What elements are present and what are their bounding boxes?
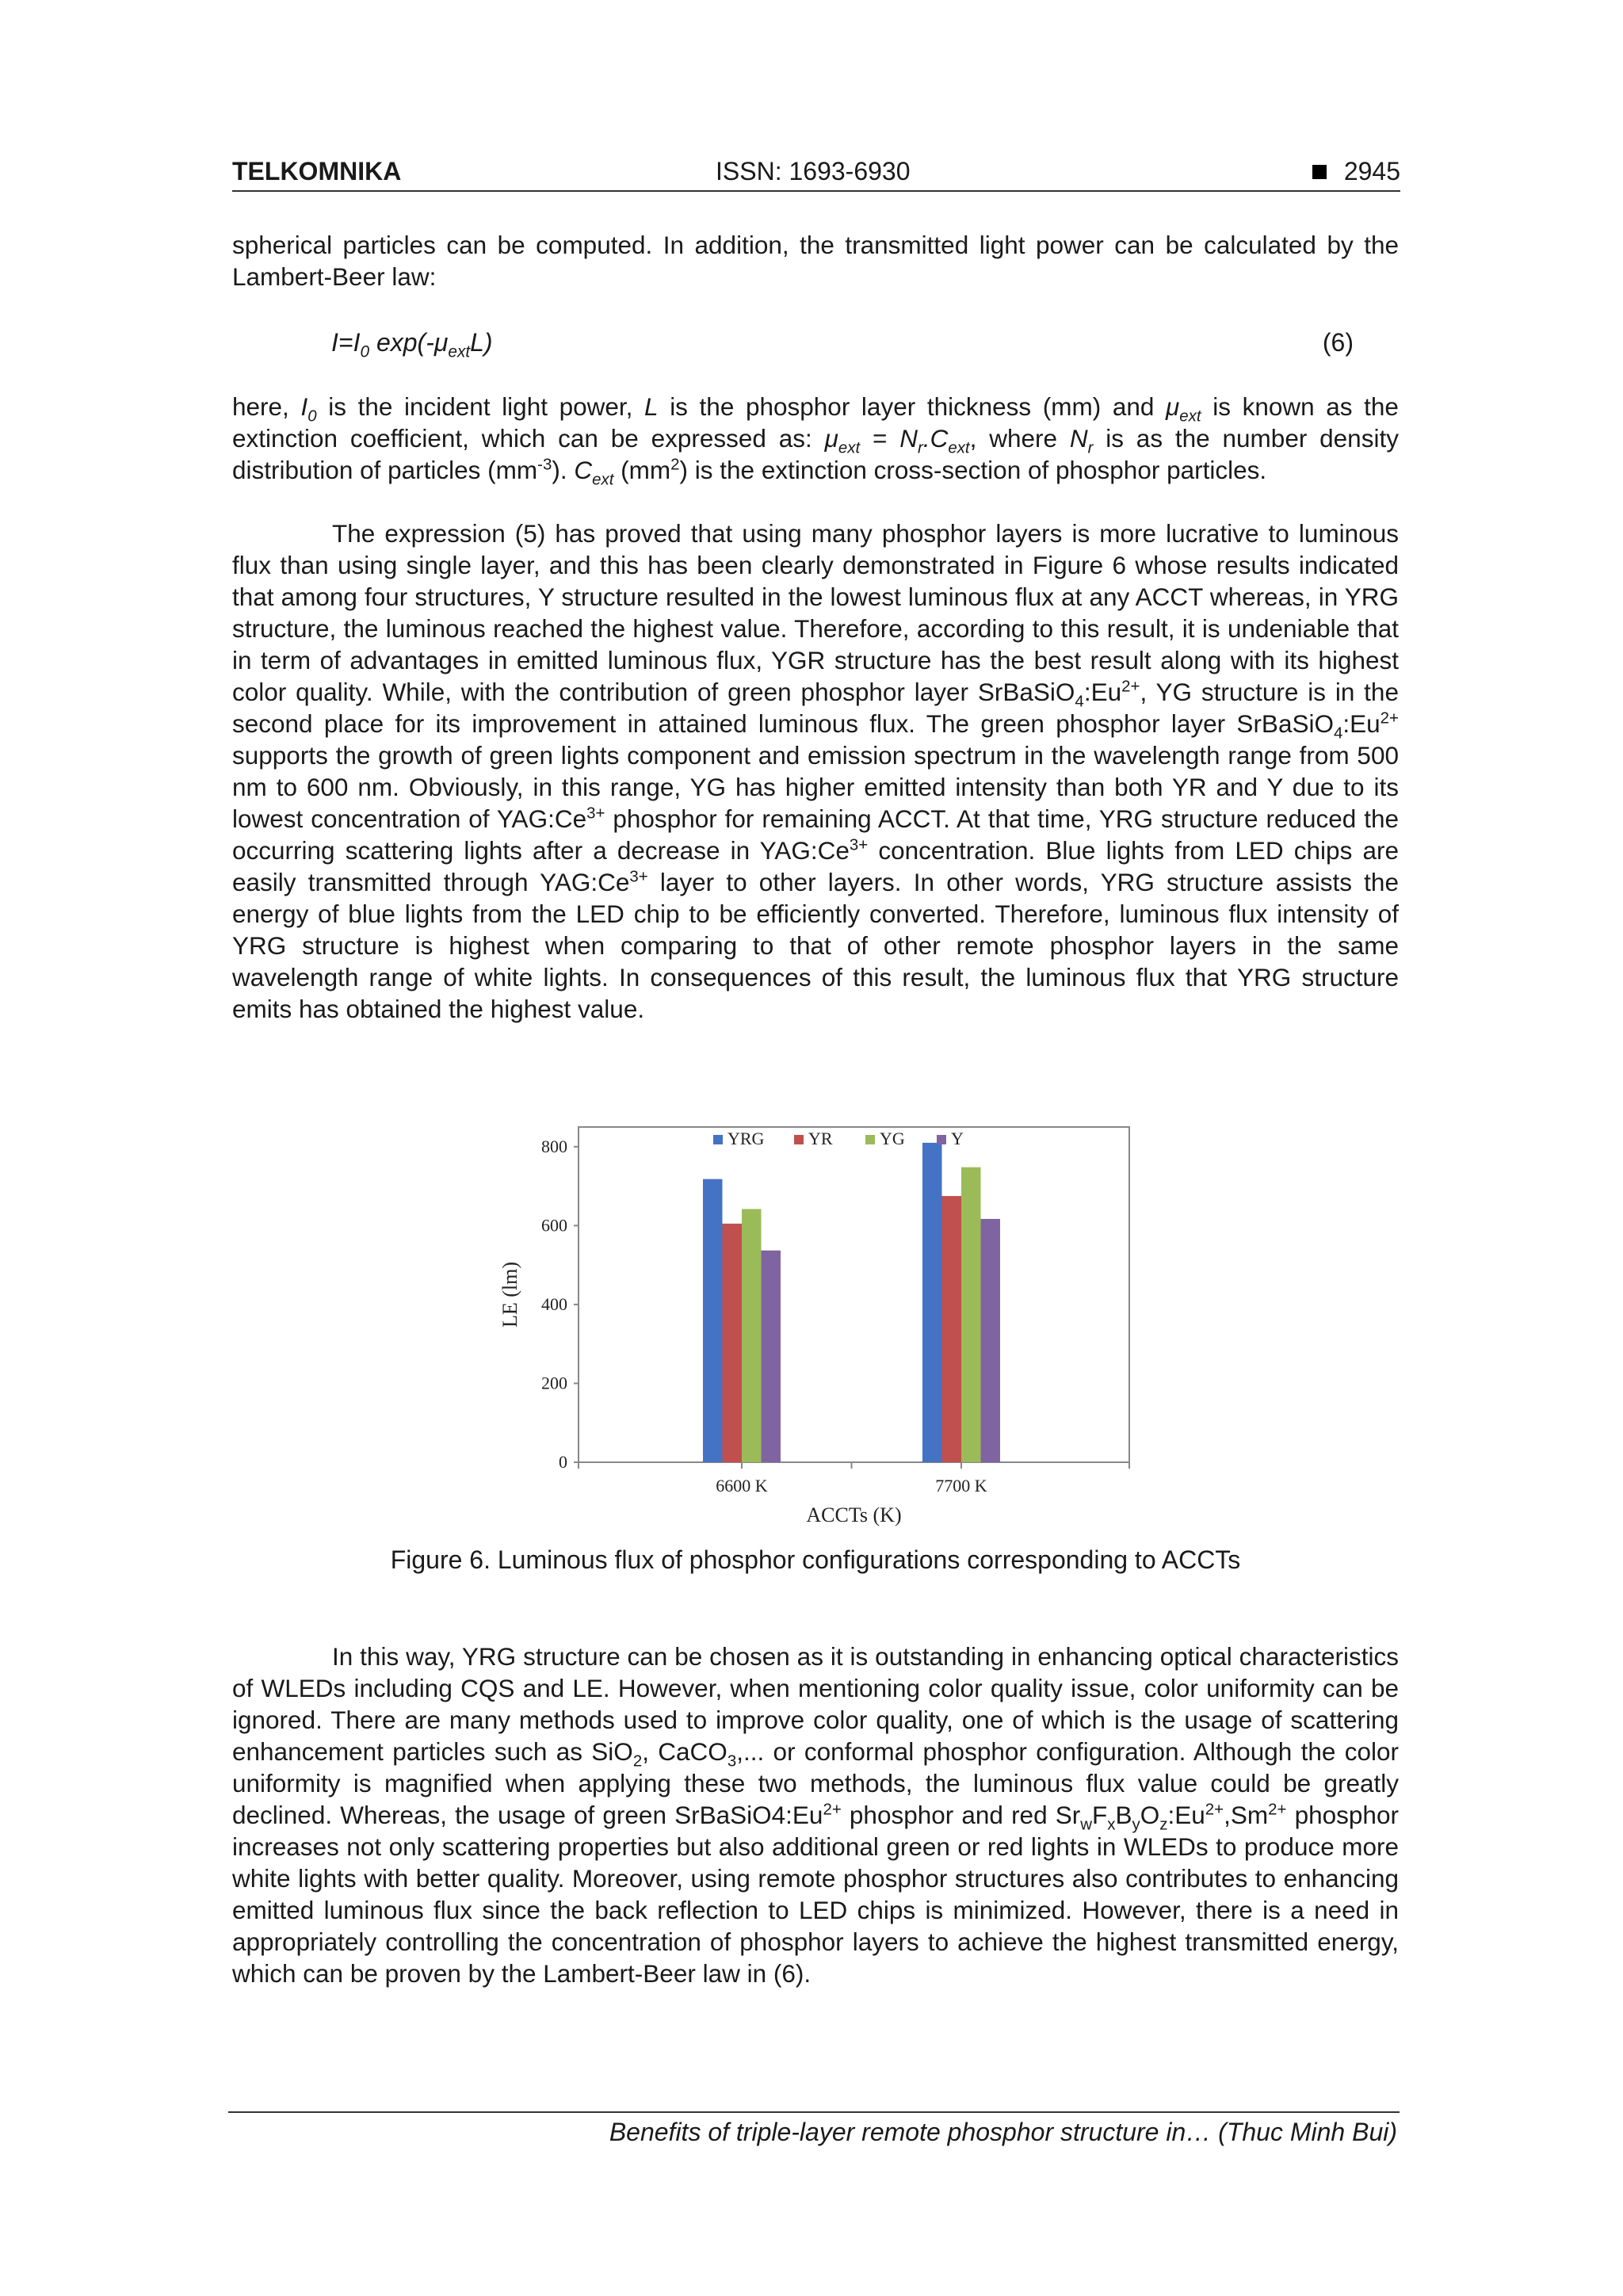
legend-label-yrg: YRG (727, 1129, 765, 1148)
legend-swatch-yg (865, 1135, 875, 1144)
square-bullet-icon (1312, 165, 1327, 179)
page-header (232, 155, 1400, 192)
y-tick-label: 800 (541, 1136, 567, 1156)
y-tick-label: 0 (559, 1452, 567, 1472)
figure-6 (483, 1117, 1141, 1530)
y-tick-label: 400 (541, 1293, 567, 1314)
paragraph-3: The expression (5) has proved that using many phosphor layers is more lucrative to luminous flux than using single layer, and this has been clearly demonstrated in Figure 6 whose results indicated that among four structures, Y structure resulted in the lowest luminous flux at any ACCT whereas, in YRG structure, the luminous reached the highest value. Therefore, according to this result, it is undeniable that in term of advantages in emitted luminous flux, YGR structure has the best result along with its highest color quality. While, with the contribution of green phosphor layer $SrBaSiO_4:Eu^{2+}$, YG structure is in the second place for its improvement in attained luminous flux. The green phosphor layer $SrBaSiO_4:Eu^{2+}$ supports the growth of green lights component and emission spectrum in the wavelength range from 500 nm to 600 nm. Obviously, in this range, YG has higher emitted intensity than both YR and Y due to its lowest concentration of $YAG:Ce^{3+}$ phosphor for remaining ACCT. At that time, YRG structure reduced the occurring scattering lights after a decrease in $YAG:Ce^{3+}$ concentration. Blue lights from LED chips are easily transmitted through $YAG:Ce^{3+}$ layer to other layers. In other words, YRG structure assists the energy of blue lights from the LED chip to be efficiently converted. Therefore, luminous flux intensity of YRG structure is highest when comparing to that of other remote phosphor layers in the same wavelength range of white lights. In consequences of this result, the luminous flux that YRG structure emits has obtained the highest value. (232, 519, 1399, 1023)
bar-yr-7700k (942, 1196, 962, 1462)
paragraph-1: spherical particles can be computed. In addition, the transmitted light power can be calculated by the Lambert-Beer law: (232, 231, 1399, 291)
legend-swatch-y (937, 1135, 946, 1144)
x-axis-label: ACCTs (K) (806, 1503, 902, 1526)
bar-yg-7700k (961, 1167, 981, 1462)
legend-label-yr: YR (808, 1129, 833, 1148)
legend-label-yg: YG (880, 1129, 905, 1148)
bar-yrg-6600k (703, 1179, 723, 1462)
bar-yr-6600k (723, 1224, 743, 1462)
bar-chart (483, 1117, 1141, 1530)
x-tick-label: 6600 K (716, 1476, 768, 1496)
equation-6 (331, 328, 1354, 361)
legend-label-y: Y (951, 1129, 964, 1148)
bar-y-6600k (762, 1251, 781, 1462)
y-axis-label: LE (lm) (498, 1261, 521, 1328)
y-tick-label: 200 (541, 1373, 567, 1393)
bar-yg-6600k (742, 1209, 762, 1462)
legend-swatch-yrg (713, 1135, 723, 1144)
figure-caption: Figure 6. Luminous flux of phosphor configurations corresponding to ACCTs (390, 1545, 1241, 1574)
page-number: 2945 (1312, 157, 1400, 186)
journal-name: TELKOMNIKA (232, 157, 402, 185)
equation-body: $I=I_0$ $\exp(-\mu_{ext}L)$ (331, 328, 493, 361)
legend-swatch-yr (794, 1135, 804, 1144)
paragraph-2: here, $I_0$ is the incident light power, L is the phosphor layer thickness (mm) and $\mu_{ext}$ is known as the extinction coefficient, which can be expressed as: $\mu_{ext} = N_r.C_{ext}$, where $N_r$ is as the number density distribution of particles $(mm^{-3})$. $C_{ext}$ $(mm^2)$ is the extinction cross-section of phosphor particles. (232, 392, 1399, 489)
paragraph-4: In this way, YRG structure can be chosen as it is outstanding in enhancing optical characteristics of WLEDs including CQS and LE. However, when mentioning color quality issue, color uniformity can be ignored. There are many methods used to improve color quality, one of which is the usage of scattering enhancement particles such as SiO$_2$, CaCO$_3$,... or conformal phosphor configuration. Although the color uniformity is magnified when applying these two methods, the luminous flux value could be greatly declined. Whereas, the usage of green $SrBaSiO4:Eu^{2+}$ phosphor and red $Sr_wF_xB_yO_z:Eu^{2+},Sm^{2+}$ phosphor increases not only scattering properties but also additional green or red lights in WLEDs to produce more white lights with better quality. Moreover, using remote phosphor structures also contributes to enhancing emitted luminous flux since the back reflection to LED chips is minimized. However, there is a need in appropriately controlling the concentration of phosphor layers to achieve the highest transmitted energy, which can be proven by the Lambert-Beer law in (6). (232, 1642, 1399, 1988)
y-tick-label: 600 (541, 1215, 567, 1236)
x-tick-label: 7700 K (935, 1476, 987, 1496)
bar-yrg-7700k (922, 1143, 942, 1462)
page-footer: Benefits of triple-layer remote phosphor structure in… (Thuc Minh Bui) (609, 2118, 1397, 2146)
issn: ISSN: 1693-6930 (716, 157, 911, 185)
bar-y-7700k (981, 1219, 1001, 1462)
plot-frame (579, 1127, 1129, 1462)
footer-rule (228, 2111, 1400, 2113)
equation-number: (6) (1322, 328, 1354, 357)
